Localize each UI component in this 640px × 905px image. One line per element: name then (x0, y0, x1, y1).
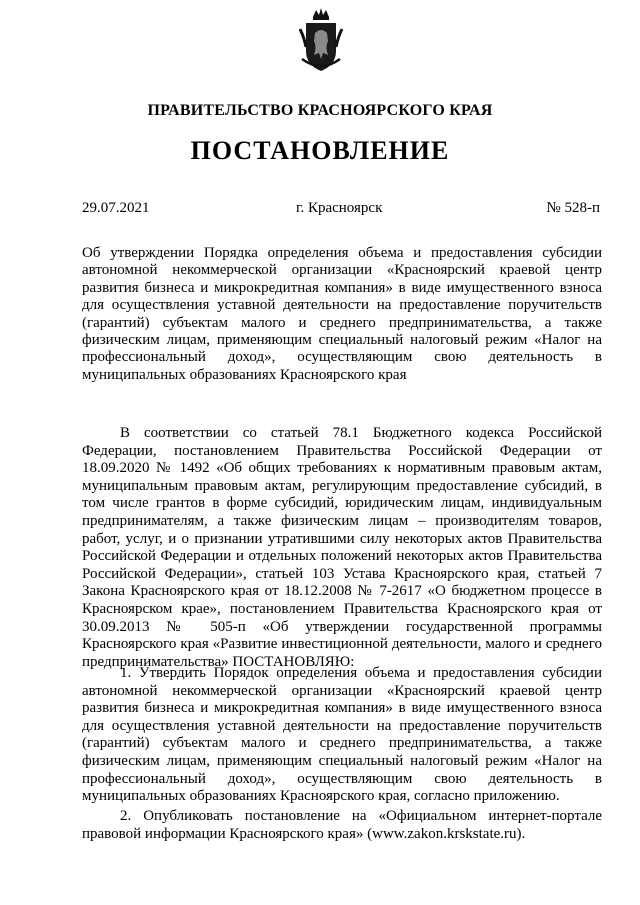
document-number: № 528-п (546, 200, 600, 216)
government-name: ПРАВИТЕЛЬСТВО КРАСНОЯРСКОГО КРАЯ (147, 102, 493, 119)
coat-of-arms-emblem (298, 7, 344, 73)
document-city: г. Красноярск (296, 200, 383, 216)
resolution-item-1: 1. Утвердить Порядок определения объема и предоставления субсидии автономной некоммерческой организации «Красноярский краевой центр развития бизнеса и микрокредитная компания» в виде имущественного взноса для осуществления уставной деятельности на предоставление поручительств (гарантий) субъектам малого и среднего предпринимательства, а также физическим лицам, применяющим специальный налоговый режим «Налог на профессиональный доход», осуществляющим свою деятельность в муниципальных образованиях Красноярского края, согласно приложению. (82, 665, 602, 805)
document-date: 29.07.2021 (82, 200, 150, 216)
document-type-title: ПОСТАНОВЛЕНИЕ (190, 136, 450, 165)
resolution-item-2: 2. Опубликовать постановление на «Официальном интернет-портале правовой информации Красноярского края» (www.zakon.krskstate.ru). (82, 808, 602, 842)
document-subject: Об утверждении Порядка определения объема и предоставления субсидии автономной некоммерческой организации «Красноярский краевой центр развития бизнеса и микрокредитная компания» в виде имущественного взноса для осуществления уставной деятельности на предоставление поручительств (гарантий) субъектам малого и среднего предпринимательства, а также физическим лицам, применяющим специальный налоговый режим «Налог на профессиональный доход», осуществляющим свою деятельность в муниципальных образованиях Красноярского края (82, 245, 602, 383)
preamble-paragraph: В соответствии со статьей 78.1 Бюджетного кодекса Российской Федерации, постановлением Правительства Российской Федерации от 18.09.2020 № 1492 «Об общих требованиях к нормативным правовым актам, муниципальным правовым актам, регулирующим предоставление субсидий, в том числе грантов в форме субсидий, юридическим лицам, индивидуальным предпринимателям, а также физическим лицам – производителям товаров, работ, услуг, и о признании утратившими силу некоторых актов Правительства Российской Федерации и отдельных положений некоторых актов Правительства Российской Федерации», статьей 103 Устава Красноярского края, статьей 7 Закона Красноярского края от 18.12.2008 № 7-2617 «О бюджетном процессе в Красноярском крае», постановлением Правительства Красноярского края от 30.09.2013 № 505-п «Об утверждении государственной программы Красноярского края «Развитие инвестиционной деятельности, малого и среднего предпринимательства» ПОСТАНОВЛЯЮ: (82, 425, 602, 670)
